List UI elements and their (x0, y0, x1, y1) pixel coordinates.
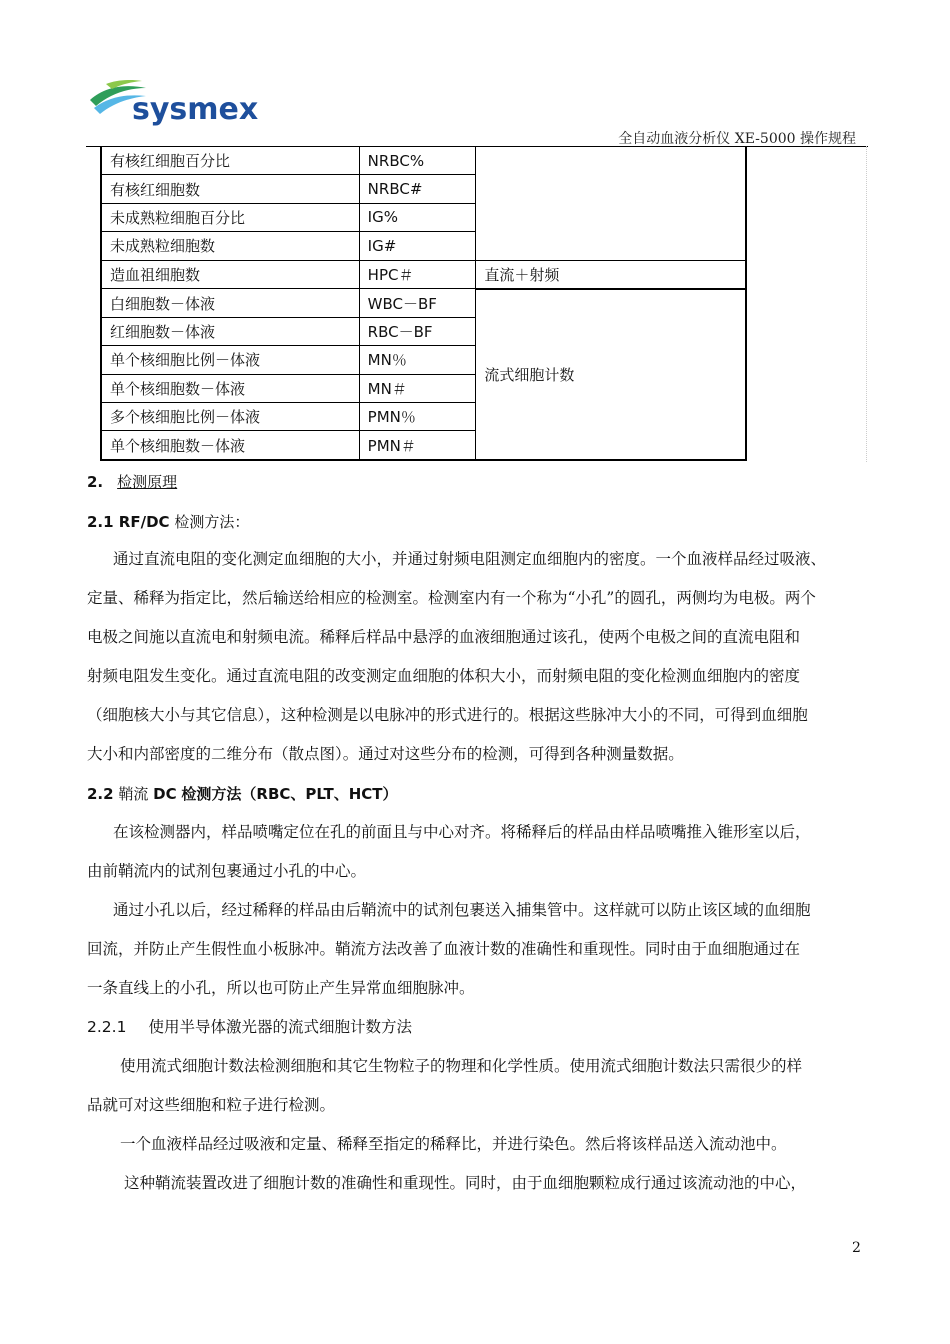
method-cell-flow: 流式细胞计数 (476, 289, 746, 460)
paragraph-line: 电极之间施以直流电和射频电流。稀释后样品中悬浮的血液细胞通过该孔，使两个电极之间的直流电阻和 (87, 628, 801, 646)
param-abbr: RBC－BF (359, 317, 476, 345)
margin-guide (866, 146, 867, 462)
section-2-2-heading: 2.2 鞘流 DC 检测方法（RBC、PLT、HCT） (87, 785, 398, 803)
param-name: 单个核细胞数－体液 (101, 431, 359, 460)
param-abbr: NRBC# (359, 175, 476, 203)
paragraph-line: 通过小孔以后，经过稀释的样品由后鞘流中的试剂包裹送入捕集管中。这样就可以防止该区域的血细胞 (113, 901, 811, 919)
paragraph-line: 回流，并防止产生假性血小板脉冲。鞘流方法改善了血液计数的准确性和重现性。同时由于血细胞通过在 (87, 940, 801, 958)
table-row (101, 289, 746, 317)
paragraph-line: 定量、稀释为指定比，然后输送给相应的检测室。检测室内有一个称为“小孔”的圆孔，两侧均为电极。两个 (87, 589, 816, 607)
parameter-table (100, 147, 747, 461)
param-name: 多个核细胞比例－体液 (101, 403, 359, 431)
param-abbr: IG# (359, 232, 476, 260)
method-cell-empty (476, 147, 746, 260)
param-abbr: PMN＃ (359, 431, 476, 460)
paragraph-line: 通过直流电阻的变化测定血细胞的大小，并通过射频电阻测定血细胞内的密度。一个血液样品经过吸液、 (113, 550, 827, 568)
method-cell: 直流＋射频 (476, 260, 746, 289)
document-title: 全自动血液分析仪 XE-5000 操作规程 (618, 131, 856, 147)
param-name: 有核红细胞百分比 (101, 147, 359, 175)
param-abbr: IG% (359, 203, 476, 231)
param-abbr: NRBC% (359, 147, 476, 175)
section-2-heading: 2. 检测原理 (87, 473, 178, 491)
param-abbr: MN％ (359, 346, 476, 374)
param-name: 单个核细胞数－体液 (101, 374, 359, 402)
paragraph-line: 在该检测器内，样品喷嘴定位在孔的前面且与中心对齐。将稀释后的样品由样品喷嘴推入锥形室以后， (113, 823, 811, 841)
paragraph-line: 品就可对这些细胞和粒子进行检测。 (87, 1096, 336, 1114)
param-name: 白细胞数－体液 (101, 289, 359, 317)
paragraph-line: 这种鞘流装置改进了细胞计数的准确性和重现性。同时，由于血细胞颗粒成行通过该流动池的中心， (124, 1174, 807, 1192)
logo-text: sysmex (132, 92, 259, 127)
paragraph-line: 射频电阻发生变化。通过直流电阻的改变测定血细胞的体积大小，而射频电阻的变化检测血细胞内的密度 (87, 667, 801, 685)
paragraph-line: 使用流式细胞计数法检测细胞和其它生物粒子的物理和化学性质。使用流式细胞计数法只需很少的样 (120, 1057, 803, 1075)
param-name: 造血祖细胞数 (101, 260, 359, 289)
section-2-1-heading: 2.1 RF/DC 检测方法： (87, 513, 250, 531)
paragraph-line: 一个血液样品经过吸液和定量、稀释至指定的稀释比，并进行染色。然后将该样品送入流动池中。 (120, 1135, 787, 1153)
table-row (101, 147, 746, 175)
paragraph-line: 一条直线上的小孔，所以也可防止产生异常血细胞脉冲。 (87, 979, 475, 997)
sysmex-logo (88, 78, 258, 130)
param-name: 单个核细胞比例－体液 (101, 346, 359, 374)
param-name: 红细胞数－体液 (101, 317, 359, 345)
section-2-2-1-heading: 2.2.1 使用半导体激光器的流式细胞计数方法 (87, 1018, 412, 1036)
param-name: 有核红细胞数 (101, 175, 359, 203)
param-abbr: HPC＃ (359, 260, 476, 289)
param-abbr: MN＃ (359, 374, 476, 402)
table-row (101, 260, 746, 289)
paragraph-line: 大小和内部密度的二维分布（散点图）。通过对这些分布的检测，可得到各种测量数据。 (87, 745, 684, 763)
param-name: 未成熟粒细胞数 (101, 232, 359, 260)
param-abbr: WBC－BF (359, 289, 476, 317)
paragraph-line: （细胞核大小与其它信息），这种检测是以电脉冲的形式进行的。根据这些脉冲大小的不同，可得到血细胞 (87, 706, 808, 724)
paragraph-line: 由前鞘流内的试剂包裹通过小孔的中心。 (87, 862, 367, 880)
page-number: 2 (852, 1240, 861, 1256)
param-name: 未成熟粒细胞百分比 (101, 203, 359, 231)
param-abbr: PMN％ (359, 403, 476, 431)
